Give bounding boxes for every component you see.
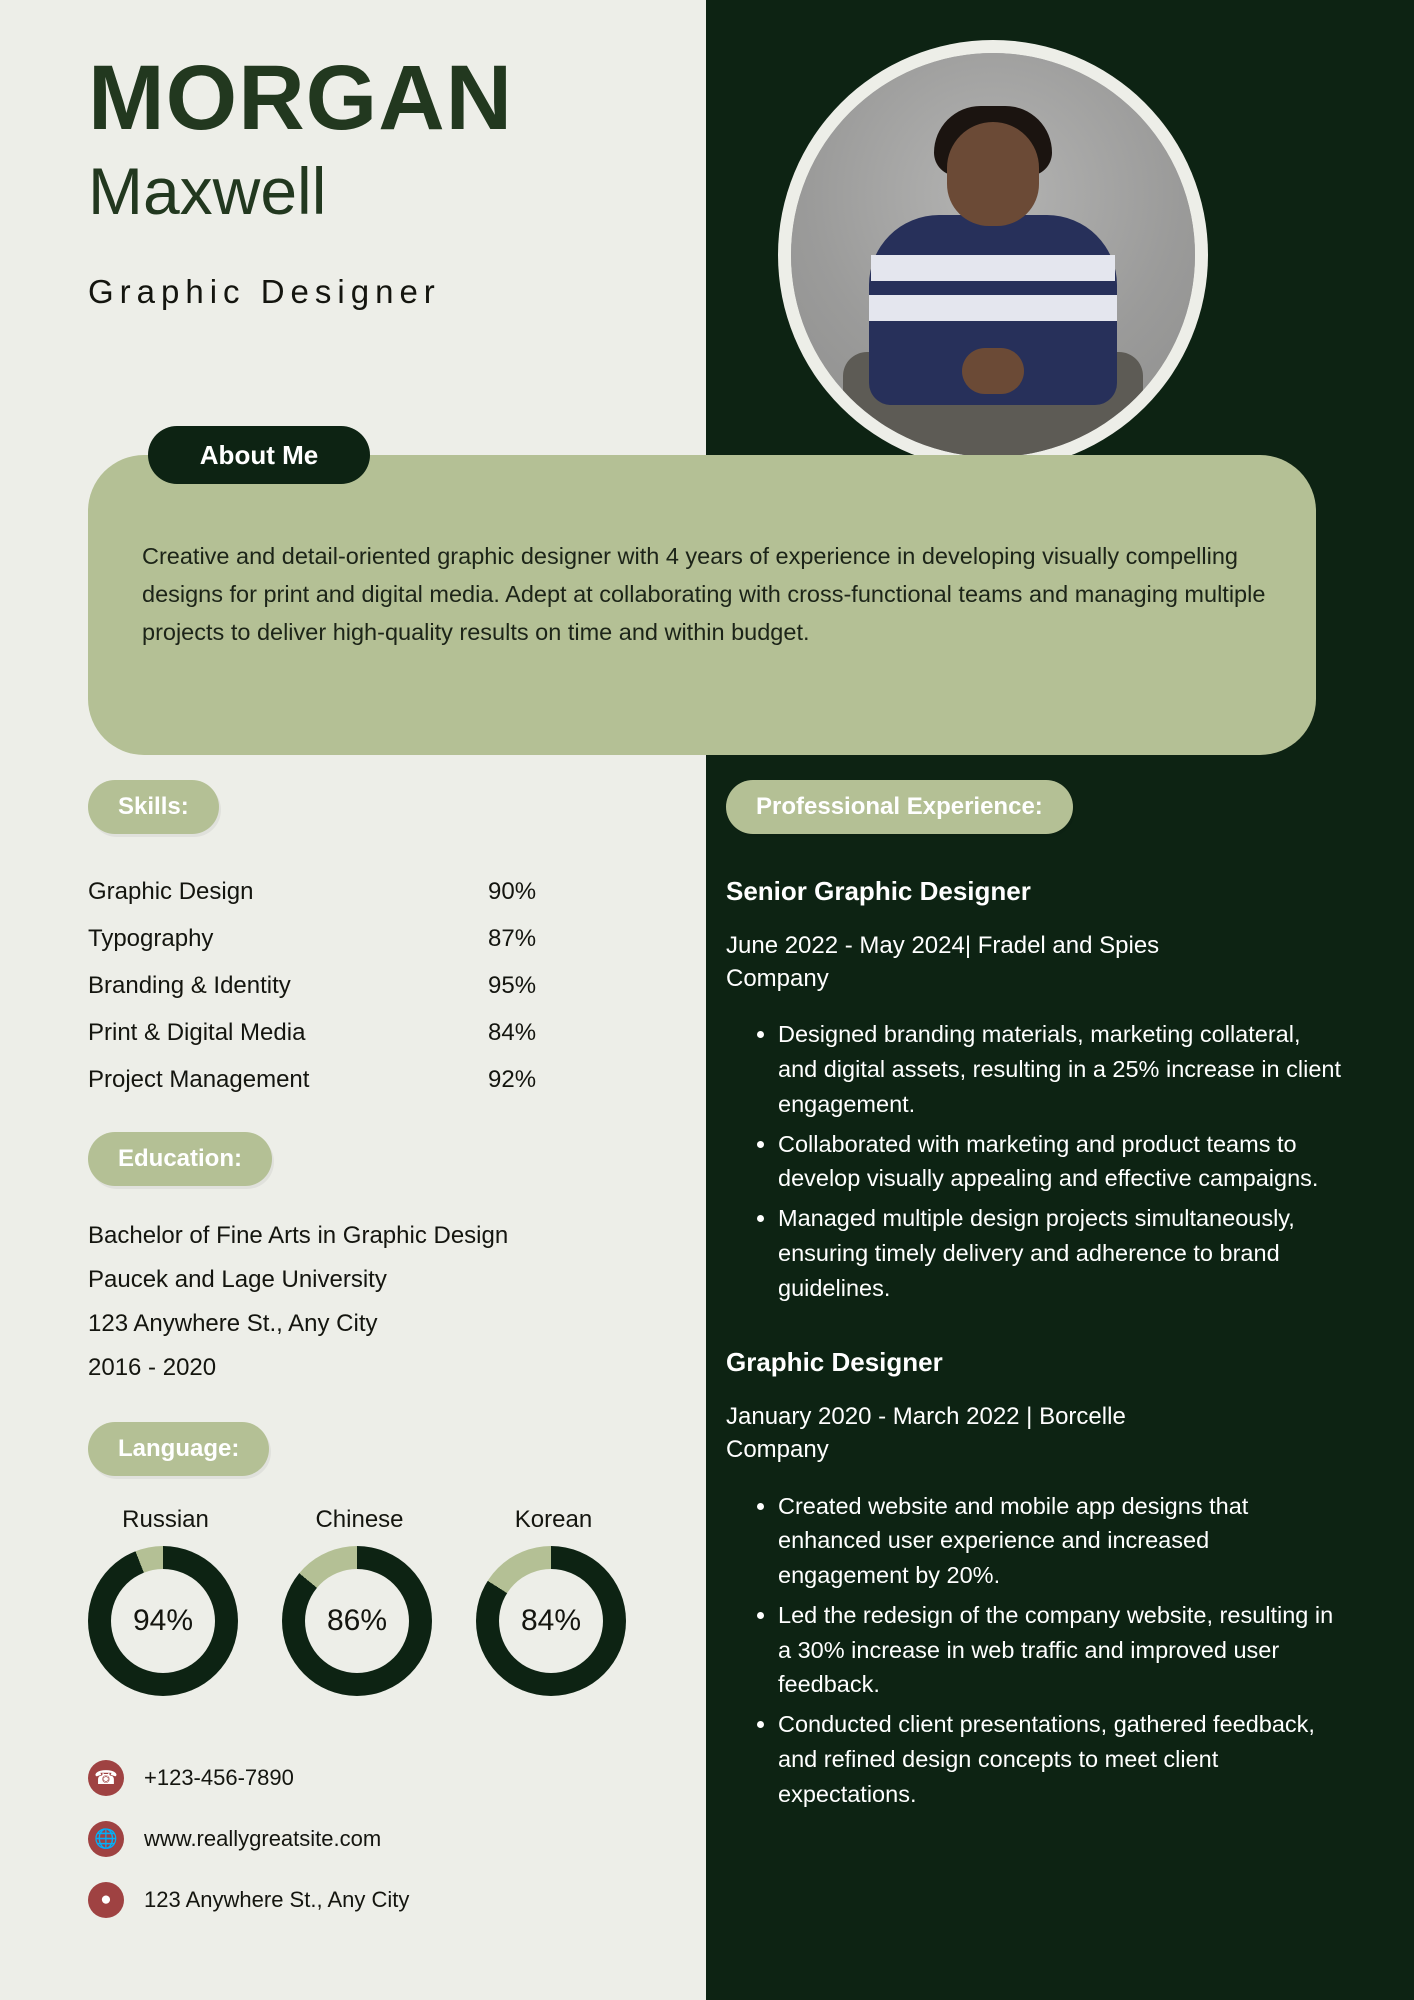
- photo-stripe-upper: [871, 255, 1115, 281]
- language-percent: 84%: [499, 1569, 603, 1673]
- language-item: [476, 1506, 631, 1696]
- list-item: • Collaborated with marketing and product teams to develop visually appealing and effective campaigns.: [778, 1127, 1346, 1197]
- list-item: • Led the redesign of the company website, resulting in a 30% increase in web traffic and improved user feedback.: [778, 1598, 1346, 1702]
- website-text: www.reallygreatsite.com: [144, 1826, 382, 1851]
- contact-phone[interactable]: [88, 1760, 409, 1796]
- about-text: Creative and detail-oriented graphic designer with 4 years of experience in developing visually compelling designs for print and digital media. Adept at collaborating with cross-functional teams and managing multiple projects to deliver high-quality results on time and within budget.: [142, 543, 1266, 646]
- list-item: • Designed branding materials, marketing collateral, and digital assets, resulting in a 25% increase in client engagement.: [778, 1017, 1346, 1121]
- skill-percent: 92%: [488, 1065, 537, 1093]
- phone-text: +123-456-7890: [144, 1765, 294, 1790]
- photo-hands: [962, 348, 1024, 394]
- experience-job-title: Graphic Designer: [726, 1347, 943, 1378]
- last-name: Maxwell: [88, 154, 327, 228]
- language-name: Korean: [514, 1506, 593, 1533]
- address-text: 123 Anywhere St., Any City: [144, 1887, 410, 1912]
- experience-job-title: Senior Graphic Designer: [726, 876, 1031, 906]
- contact-address[interactable]: [88, 1882, 409, 1918]
- skill-percent: 95%: [488, 971, 537, 999]
- photo-head: [947, 122, 1039, 226]
- experience-heading: Professional Experience:: [726, 780, 1073, 834]
- list-item: • Managed multiple design projects simultaneously, ensuring timely delivery and adherence to brand guidelines.: [778, 1201, 1346, 1305]
- language-item: [88, 1506, 243, 1696]
- first-name: MORGAN: [88, 47, 514, 149]
- job-title: Graphic Designer: [88, 272, 441, 310]
- language-section: [88, 1422, 631, 1696]
- language-donut-chart: [88, 1546, 238, 1696]
- language-donut-chart: [476, 1546, 626, 1696]
- skill-percent: 84%: [488, 1018, 537, 1046]
- portrait-photo: [791, 53, 1195, 457]
- language-name: Chinese: [315, 1506, 404, 1533]
- skills-list: [88, 868, 588, 1103]
- list-item: • Conducted client presentations, gathered feedback, and refined design concepts to meet client expectations.: [778, 1707, 1346, 1811]
- education-lines: [88, 1214, 508, 1390]
- skill-name: Print & Digital Media: [88, 1018, 306, 1046]
- experience-bullet-list: [726, 1017, 1346, 1305]
- about-badge: About Me: [148, 426, 370, 484]
- skill-row: [88, 1056, 588, 1103]
- language-heading: Language:: [88, 1422, 269, 1476]
- language-donut-chart: [282, 1546, 432, 1696]
- language-item: [282, 1506, 437, 1696]
- skill-row: [88, 868, 588, 915]
- contact-section: [88, 1760, 409, 1943]
- skills-heading: Skills:: [88, 780, 219, 834]
- experience-bullet-list: [726, 1489, 1346, 1812]
- about-card: [88, 439, 1316, 755]
- education-line: 2016 - 2020: [88, 1354, 217, 1381]
- avatar: [778, 40, 1208, 470]
- experience-job-meta: June 2022 - May 2024| Fradel and Spies Company: [726, 932, 1160, 993]
- experience-job-meta: January 2020 - March 2022 | Borcelle Company: [726, 1403, 1126, 1464]
- education-line: Bachelor of Fine Arts in Graphic Design: [88, 1222, 509, 1249]
- education-section: [88, 1132, 508, 1390]
- skill-row: [88, 962, 588, 1009]
- language-name: Russian: [122, 1506, 209, 1533]
- experience-jobs: [726, 876, 1398, 1811]
- location-pin-icon: ●: [88, 1882, 124, 1918]
- globe-icon: 🌐: [88, 1821, 124, 1857]
- list-item: • Created website and mobile app designs that enhanced user experience and increased engagement by 20%.: [778, 1489, 1346, 1593]
- education-line: 123 Anywhere St., Any City: [88, 1310, 378, 1337]
- photo-stripe-lower: [869, 295, 1117, 321]
- skill-name: Branding & Identity: [88, 971, 291, 999]
- language-chart-row: [88, 1506, 631, 1696]
- skill-name: Typography: [88, 924, 214, 952]
- skill-percent: 90%: [488, 877, 537, 905]
- skill-percent: 87%: [488, 924, 537, 952]
- education-line: Paucek and Lage University: [88, 1266, 387, 1293]
- skill-row: [88, 915, 588, 962]
- language-percent: 86%: [305, 1569, 409, 1673]
- skill-name: Project Management: [88, 1065, 310, 1093]
- experience-section: [726, 780, 1398, 1816]
- skill-row: [88, 1009, 588, 1056]
- skills-section: [88, 780, 588, 1103]
- name-block: [88, 47, 728, 311]
- phone-icon: ☎: [88, 1760, 124, 1796]
- contact-website[interactable]: [88, 1821, 409, 1857]
- left-column: [0, 780, 706, 2000]
- education-heading: Education:: [88, 1132, 272, 1186]
- language-percent: 94%: [111, 1569, 215, 1673]
- skill-name: Graphic Design: [88, 877, 254, 905]
